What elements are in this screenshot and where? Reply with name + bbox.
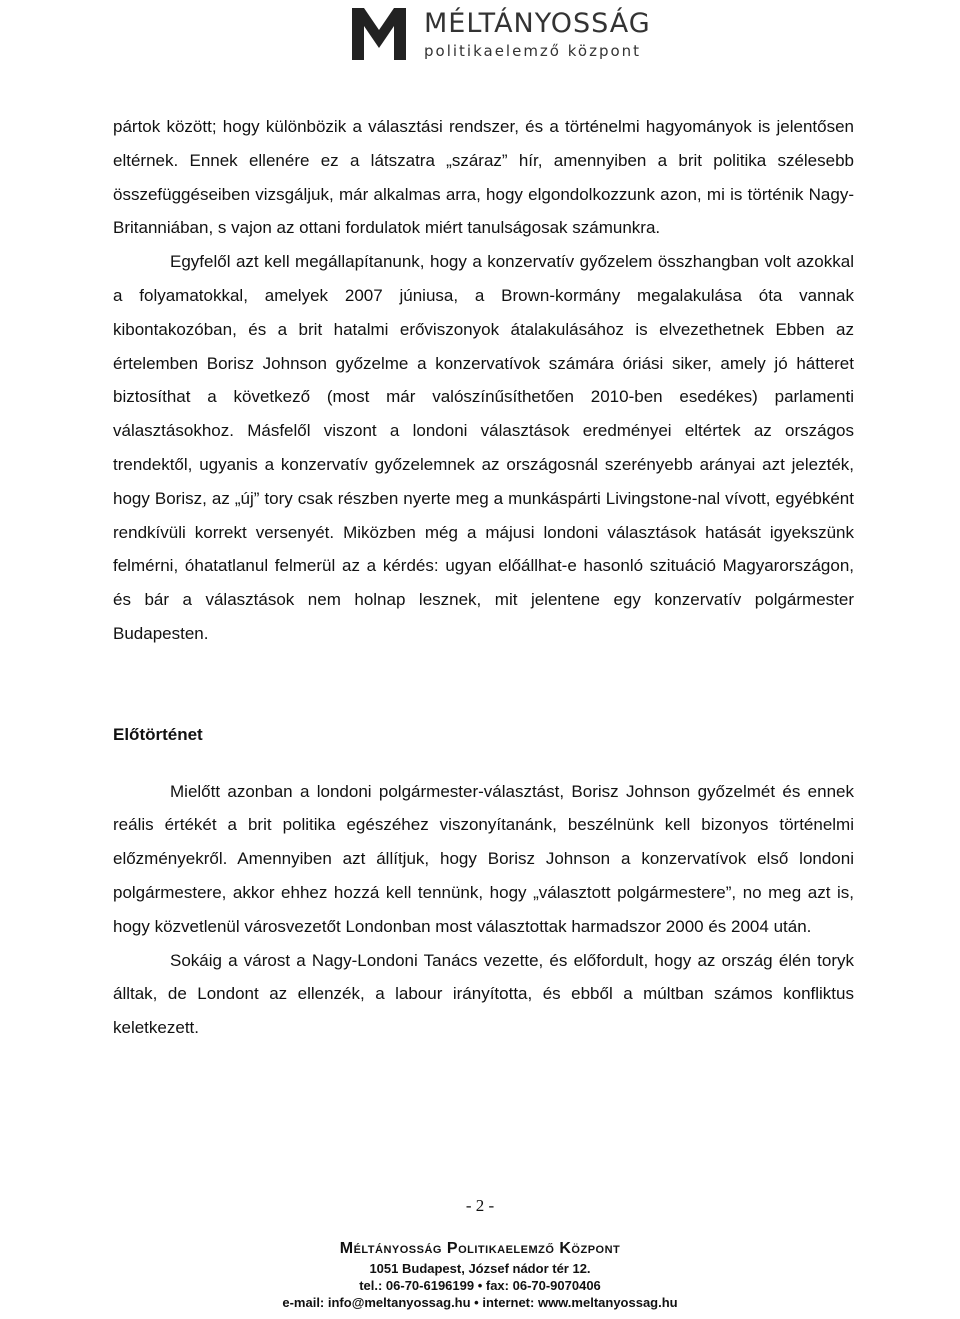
paragraph: Mielőtt azonban a londoni polgármester-választást, Borisz Johnson győzelmét és ennek reális értékét a brit politika egészéhez viszonyítanánk, beszélnünk kell bizonyos történelmi előzményekről. Amennyiben azt állítjuk, hogy Borisz Johnson a konzervatívok első londoni polgármestere, akkor ehhez hozzá kell tennünk, hogy „választott polgármestere”, no meg azt is, hogy közvetlenül városvezetőt Londonban most választottak harmadszor 2000 és 2004 után. [113,781,854,936]
article-body [113,110,854,1045]
footer-contact: e-mail: info@meltanyossag.hu • internet: www.meltanyossag.hu [282,1295,678,1310]
page-number: - 2 - [465,1196,495,1215]
paragraph: Sokáig a várost a Nagy-Londoni Tanács vezette, és előfordult, hogy az ország élén toryk álltak, de Londont az ellenzék, a labour irányította, és ebből a múltban számos konfliktus keletkezett. [113,950,854,1038]
page-footer [0,1238,960,1311]
footer-org-name: Méltányosság Politikaelemző Központ [339,1240,621,1257]
m-monogram-icon [350,4,408,62]
footer-phone: tel.: 06-70-6196199 • fax: 06-70-9070406 [359,1278,601,1293]
brand-name: MÉLTÁNYOSSÁG [424,8,651,39]
footer-address: 1051 Budapest, József nádor tér 12. [369,1261,591,1276]
section-heading: Előtörténet [113,724,203,744]
paragraph: Egyfelől azt kell megállapítanunk, hogy a konzervatív győzelem összhangban volt azokkal a folyamatokkal, amelyek 2007 júniusa, a Brown-kormány megalakulása óta vannak kibontakozóban, és a brit hatalmi erőviszonyok átalakulásához is elvezethetnek Ebben az értelemben Borisz Johnson győzelme a konzervatívok számára óriási siker, amely jó hátteret biztosíthat a következő (most már valószínűsíthetően 2010-ben esedékes) parlamenti választásokhoz. Másfelől viszont a londoni választások eredményei eltértek az országos trendektől, ugyanis a konzervatív győzelemnek az országosnál szerényebb arányai azt jelezték, hogy Borisz, az „új” tory csak részben nyerte meg a munkáspárti Livingstone-nal vívott, egyébként rendkívüli korrekt versenyét. Miközben még a májusi londoni választások hatását igyekszünk felmérni, óhatatlanul felmerül az a kérdés: ugyan előállhat-e hasonló szituáció Magyarországon, és bár a választások nem holnap lesznek, mit jelentene egy konzervatív polgármester Budapesten. [113,252,854,643]
brand-subtitle: politikaelemző központ [424,42,642,60]
paragraph: pártok között; hogy különbözik a választási rendszer, és a történelmi hagyományok is jelentősen eltérnek. Ennek ellenére ez a látszatra „száraz” hír, amennyiben a brit politika szélesebb összefüggéseiben vizsgáljuk, már alkalmas arra, hogy elgondolkozzunk azon, mi is történik Nagy-Britanniában, s vajon az ottani fordulatok miért tanulságosak számunkra. [113,117,854,238]
page-header [350,4,670,64]
